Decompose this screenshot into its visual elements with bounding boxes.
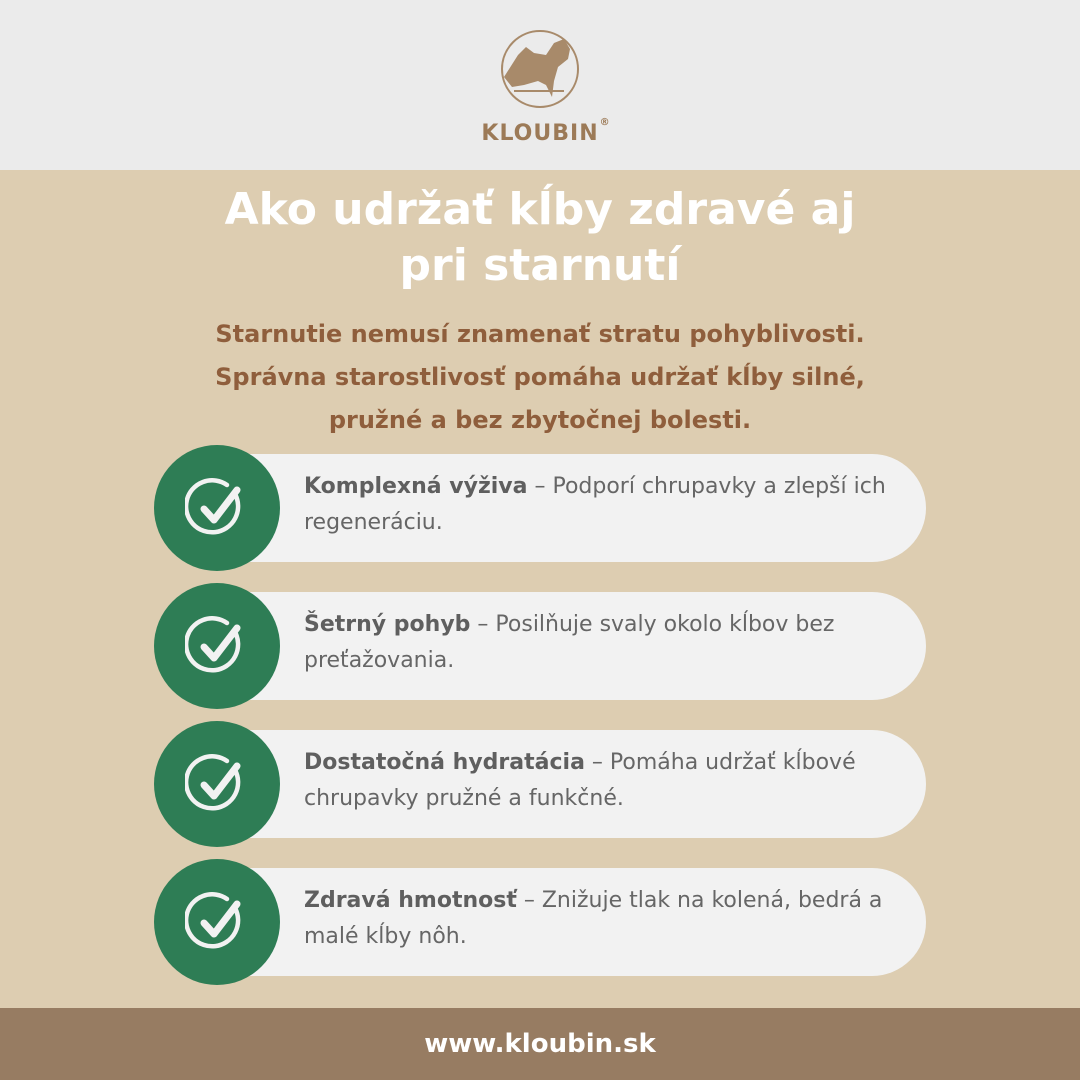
- check-circle-icon: [154, 583, 280, 709]
- check-circle-icon: [154, 445, 280, 571]
- item-description: – Podporí chrupavky a zlepší ich regeneráciu.: [304, 474, 886, 535]
- list-item: [154, 859, 926, 985]
- item-text: [304, 745, 904, 817]
- item-text: [304, 883, 904, 955]
- wolf-logo-icon: [494, 25, 586, 117]
- item-title: Komplexná výživa: [304, 474, 528, 499]
- item-title: Zdravá hmotnosť: [304, 888, 517, 913]
- title-line: pri starnutí: [399, 240, 681, 291]
- item-description: – Posilňuje svaly okolo kĺbov bez preťažovania.: [304, 612, 835, 673]
- subtitle: [0, 313, 1080, 442]
- subtitle-line: Starnutie nemusí znamenať stratu pohyblivosti.: [215, 320, 865, 348]
- logo: [480, 25, 611, 150]
- list-item: [154, 721, 926, 847]
- item-text: [304, 469, 904, 541]
- website-link[interactable]: www.kloubin.sk: [424, 1029, 656, 1059]
- page-title: [0, 182, 1080, 294]
- item-text: [304, 607, 904, 679]
- header-band: [0, 0, 1080, 170]
- title-line: Ako udržať kĺby zdravé aj: [224, 184, 856, 235]
- list-item: [154, 445, 926, 571]
- subtitle-line: pružné a bez zbytočnej bolesti.: [328, 406, 752, 434]
- item-title: Šetrný pohyb: [304, 612, 471, 637]
- item-description: – Znižuje tlak na kolená, bedrá a malé kĺby nôh.: [304, 888, 883, 949]
- brand-name: [481, 117, 611, 146]
- footer: [0, 1008, 1080, 1080]
- item-description: – Pomáha udržať kĺbové chrupavky pružné a funkčné.: [304, 750, 856, 811]
- item-title: Dostatočná hydratácia: [304, 750, 585, 775]
- brand-text: KLOUBIN: [481, 121, 599, 146]
- check-circle-icon: [154, 859, 280, 985]
- check-circle-icon: [154, 721, 280, 847]
- registered-mark: ®: [599, 117, 611, 128]
- list-item: [154, 583, 926, 709]
- subtitle-line: Správna starostlivosť pomáha udržať kĺby silné,: [215, 363, 865, 391]
